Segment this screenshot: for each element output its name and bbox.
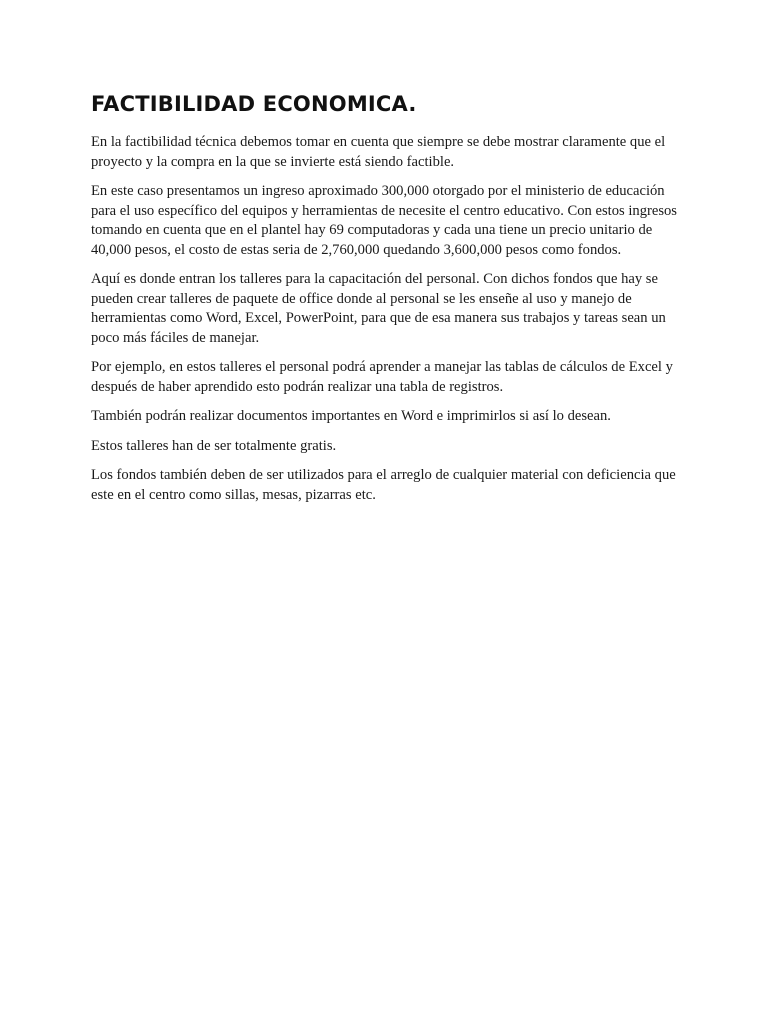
- document-body: [91, 90, 681, 515]
- paragraph-6: Estos talleres han de ser totalmente gratis.: [91, 437, 337, 454]
- paragraph-7: Los fondos también deben de ser utilizados para el arreglo de cualquier material con deficiencia que este en el centro como sillas, mesas, pizarras etc.: [91, 467, 676, 503]
- paragraph-4: Por ejemplo, en estos talleres el personal podrá aprender a manejar las tablas de cálculos de Excel y después de haber aprendido esto podrán realizar una tabla de registros.: [91, 359, 673, 395]
- paragraph-3: Aquí es donde entran los talleres para la capacitación del personal. Con dichos fondos que hay se pueden crear talleres de paquete de office donde al personal se les enseñe al uso y manejo de herramientas como Word, Excel, PowerPoint, para que de esa manera sus trabajos y tareas sean un poco más fáciles de manejar.: [91, 271, 666, 346]
- paragraph-1: En la factibilidad técnica debemos tomar en cuenta que siempre se debe mostrar claramente que el proyecto y la compra en la que se invierte está siendo factible.: [91, 134, 666, 170]
- document-title: FACTIBILIDAD ECONOMICA.: [91, 92, 417, 116]
- paragraph-5: También podrán realizar documentos importantes en Word e imprimirlos si así lo desean.: [91, 408, 611, 424]
- paragraph-2: En este caso presentamos un ingreso aproximado 300,000 otorgado por el ministerio de educación para el uso específico del equipos y herramientas de necesite el centro educativo. Con estos ingresos tomando en cuenta que en el plantel hay 69 computadoras y cada una tiene un precio unitario de 40,000 pesos, el costo de estas seria de 2,760,000 quedando 3,600,000 pesos como fondos.: [91, 183, 677, 258]
